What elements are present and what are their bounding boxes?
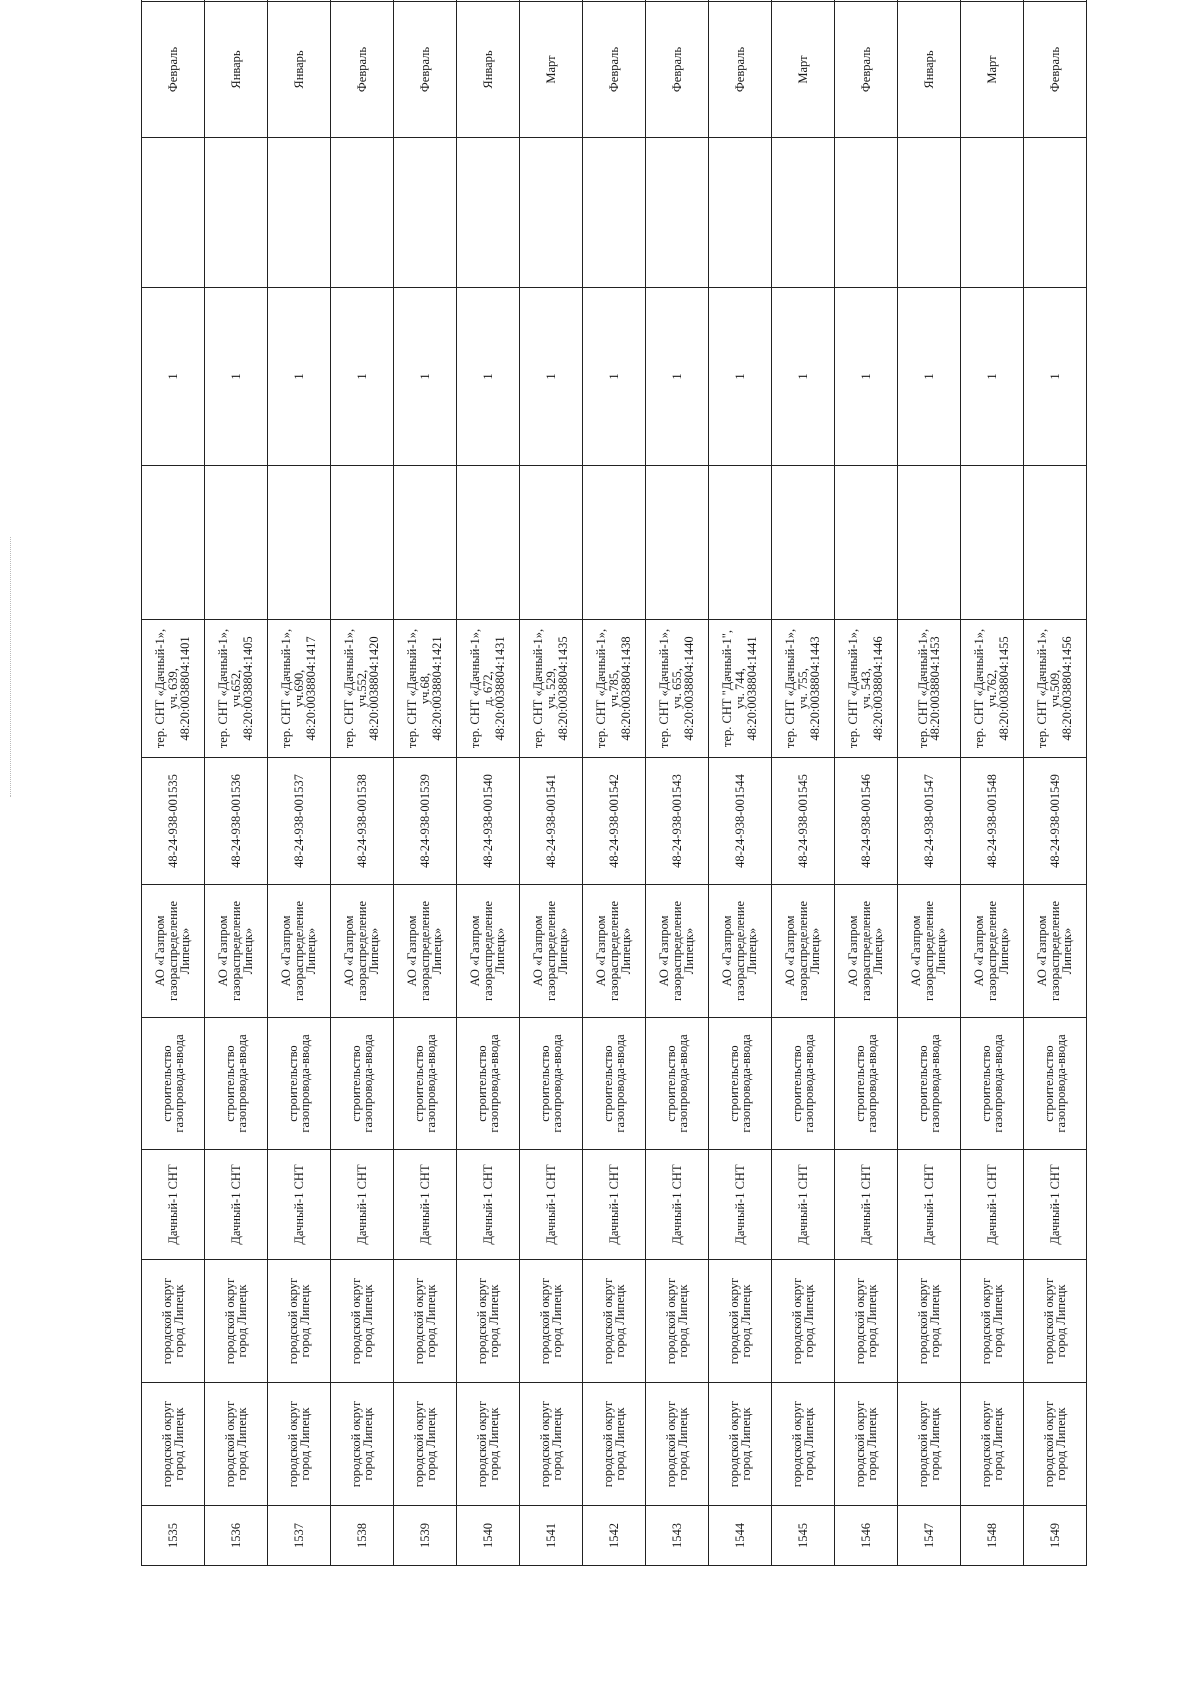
cell-object-name: Дачный-1 СНТ — [457, 1150, 520, 1260]
cell-organization: АО «Газпром газораспределение Липецк» — [520, 885, 583, 1018]
cell-object-code: 48-24-938-001545 — [772, 758, 835, 885]
cell-empty-1 — [583, 466, 646, 620]
cell-year — [394, 0, 457, 2]
cell-year — [268, 0, 331, 2]
cell-month: Февраль — [646, 2, 709, 138]
cell-row-number: 1537 — [268, 1506, 331, 1566]
cell-settlement: городской округ город Липецк — [205, 1260, 268, 1383]
cell-work-type: строительство газопровода-ввода — [205, 1018, 268, 1150]
cell-row-number: 1536 — [205, 1506, 268, 1566]
table-row — [394, 0, 457, 1566]
cell-work-type: строительство газопровода-ввода — [835, 1018, 898, 1150]
cell-month: Февраль — [583, 2, 646, 138]
cell-work-type: строительство газопровода-ввода — [1024, 1018, 1087, 1150]
cell-municipal-district: городской округ город Липецк — [268, 1383, 331, 1506]
cell-quantity: 1 — [1024, 288, 1087, 466]
cell-empty-2 — [772, 138, 835, 288]
cell-empty-2 — [394, 138, 457, 288]
cell-object-name: Дачный-1 СНТ — [772, 1150, 835, 1260]
cell-object-name: Дачный-1 СНТ — [961, 1150, 1024, 1260]
cell-empty-2 — [898, 138, 961, 288]
cell-month: Февраль — [331, 2, 394, 138]
cell-settlement: городской округ город Липецк — [331, 1260, 394, 1383]
cell-address-cadastral: тер. СНТ «Дачный-1», уч.690, 48:20:0038804:1417 — [268, 620, 331, 758]
cell-empty-2 — [268, 138, 331, 288]
cell-work-type: строительство газопровода-ввода — [394, 1018, 457, 1150]
cell-object-name: Дачный-1 СНТ — [835, 1150, 898, 1260]
cell-empty-1 — [709, 466, 772, 620]
cell-settlement: городской округ город Липецк — [772, 1260, 835, 1383]
cell-row-number: 1549 — [1024, 1506, 1087, 1566]
cell-settlement: городской округ город Липецк — [646, 1260, 709, 1383]
table-row — [835, 0, 898, 1566]
cell-empty-2 — [709, 138, 772, 288]
cell-address-cadastral: тер. СНТ «Дачный-1», уч. 543, 48:20:0038804:1446 — [835, 620, 898, 758]
cell-settlement: городской округ город Липецк — [1024, 1260, 1087, 1383]
cell-year — [835, 0, 898, 2]
cell-row-number: 1542 — [583, 1506, 646, 1566]
cell-object-code: 48-24-938-001541 — [520, 758, 583, 885]
cell-empty-1 — [142, 466, 205, 620]
table-row — [205, 0, 268, 1566]
cell-row-number: 1544 — [709, 1506, 772, 1566]
cell-work-type: строительство газопровода-ввода — [961, 1018, 1024, 1150]
cell-quantity: 1 — [709, 288, 772, 466]
cell-row-number: 1535 — [142, 1506, 205, 1566]
cell-quantity: 1 — [772, 288, 835, 466]
cell-municipal-district: городской округ город Липецк — [331, 1383, 394, 1506]
cell-object-name: Дачный-1 СНТ — [394, 1150, 457, 1260]
cell-quantity: 1 — [205, 288, 268, 466]
cell-year — [457, 0, 520, 2]
cell-address-cadastral: тер. СНТ «Дачный-1», уч. 639, 48:20:0038804:1401 — [142, 620, 205, 758]
cell-quantity: 1 — [457, 288, 520, 466]
cell-object-code: 48-24-938-001538 — [331, 758, 394, 885]
cell-empty-2 — [520, 138, 583, 288]
cell-work-type: строительство газопровода-ввода — [142, 1018, 205, 1150]
cell-empty-1 — [520, 466, 583, 620]
cell-object-name: Дачный-1 СНТ — [1024, 1150, 1087, 1260]
cell-empty-2 — [835, 138, 898, 288]
cell-work-type: строительство газопровода-ввода — [646, 1018, 709, 1150]
table-row — [583, 0, 646, 1566]
cell-address-cadastral: тер. СНТ «Дачный-1», уч.785, 48:20:0038804:1438 — [583, 620, 646, 758]
cell-empty-1 — [205, 466, 268, 620]
cell-municipal-district: городской округ город Липецк — [1024, 1383, 1087, 1506]
cell-address-cadastral: тер. СНТ «Дачный-1», уч.762, 48:20:0038804:1455 — [961, 620, 1024, 758]
cell-municipal-district: городской округ город Липецк — [457, 1383, 520, 1506]
cell-year — [583, 0, 646, 2]
cell-municipal-district: городской округ город Липецк — [646, 1383, 709, 1506]
table-row — [961, 0, 1024, 1566]
table-row — [1024, 0, 1087, 1566]
cell-object-code: 48-24-938-001542 — [583, 758, 646, 885]
cell-month: Январь — [457, 2, 520, 138]
cell-object-code: 48-24-938-001536 — [205, 758, 268, 885]
cell-row-number: 1546 — [835, 1506, 898, 1566]
cell-empty-2 — [331, 138, 394, 288]
cell-organization: АО «Газпром газораспределение Липецк» — [583, 885, 646, 1018]
cell-settlement: городской округ город Липецк — [142, 1260, 205, 1383]
cell-quantity: 1 — [583, 288, 646, 466]
cell-year — [520, 0, 583, 2]
cell-organization: АО «Газпром газораспределение Липецк» — [646, 885, 709, 1018]
cell-empty-2 — [142, 138, 205, 288]
cell-work-type: строительство газопровода-ввода — [709, 1018, 772, 1150]
cell-year — [331, 0, 394, 2]
table-row — [142, 0, 205, 1566]
cell-municipal-district: городской округ город Липецк — [583, 1383, 646, 1506]
cell-empty-1 — [772, 466, 835, 620]
cell-object-code: 48-24-938-001544 — [709, 758, 772, 885]
cell-address-cadastral: тер. СНТ «Дачный-1», уч.68, 48:20:0038804:1421 — [394, 620, 457, 758]
table-row — [520, 0, 583, 1566]
cell-row-number: 1538 — [331, 1506, 394, 1566]
table-row — [772, 0, 835, 1566]
cell-quantity: 1 — [646, 288, 709, 466]
cell-settlement: городской округ город Липецк — [835, 1260, 898, 1383]
cell-organization: АО «Газпром газораспределение Липецк» — [772, 885, 835, 1018]
cell-month: Март — [961, 2, 1024, 138]
table-row — [268, 0, 331, 1566]
cell-year — [205, 0, 268, 2]
cell-empty-1 — [835, 466, 898, 620]
cell-settlement: городской округ город Липецк — [457, 1260, 520, 1383]
gasification-schedule-table — [141, 0, 1087, 1566]
cell-organization: АО «Газпром газораспределение Липецк» — [205, 885, 268, 1018]
cell-work-type: строительство газопровода-ввода — [772, 1018, 835, 1150]
cell-quantity: 1 — [142, 288, 205, 466]
cell-empty-2 — [961, 138, 1024, 288]
cell-municipal-district: городской округ город Липецк — [394, 1383, 457, 1506]
cell-organization: АО «Газпром газораспределение Липецк» — [835, 885, 898, 1018]
cell-empty-1 — [394, 466, 457, 620]
cell-work-type: строительство газопровода-ввода — [583, 1018, 646, 1150]
cell-empty-2 — [457, 138, 520, 288]
cell-organization: АО «Газпром газораспределение Липецк» — [331, 885, 394, 1018]
cell-settlement: городской округ город Липецк — [961, 1260, 1024, 1383]
cell-municipal-district: городской округ город Липецк — [898, 1383, 961, 1506]
cell-object-code: 48-24-938-001540 — [457, 758, 520, 885]
cell-object-name: Дачный-1 СНТ — [583, 1150, 646, 1260]
cell-month: Февраль — [835, 2, 898, 138]
table-body — [142, 0, 1087, 1566]
cell-work-type: строительство газопровода-ввода — [520, 1018, 583, 1150]
table-row — [898, 0, 961, 1566]
cell-settlement: городской округ город Липецк — [709, 1260, 772, 1383]
table-row — [646, 0, 709, 1566]
cell-empty-1 — [646, 466, 709, 620]
cell-work-type: строительство газопровода-ввода — [331, 1018, 394, 1150]
cell-quantity: 1 — [835, 288, 898, 466]
cell-quantity: 1 — [961, 288, 1024, 466]
cell-object-name: Дачный-1 СНТ — [646, 1150, 709, 1260]
cell-quantity: 1 — [898, 288, 961, 466]
cell-object-code: 48-24-938-001535 — [142, 758, 205, 885]
cell-address-cadastral: тер. СНТ «Дачный-1», уч. 529, 48:20:0038804:1435 — [520, 620, 583, 758]
cell-organization: АО «Газпром газораспределение Липецк» — [142, 885, 205, 1018]
cell-month: Январь — [898, 2, 961, 138]
cell-settlement: городской округ город Липецк — [268, 1260, 331, 1383]
cell-row-number: 1543 — [646, 1506, 709, 1566]
table-row — [709, 0, 772, 1566]
cell-object-name: Дачный-1 СНТ — [709, 1150, 772, 1260]
cell-empty-2 — [646, 138, 709, 288]
cell-work-type: строительство газопровода-ввода — [457, 1018, 520, 1150]
cell-organization: АО «Газпром газораспределение Липецк» — [394, 885, 457, 1018]
cell-address-cadastral: тер. СНТ «Дачный-1», уч.652, 48:20:0038804:1405 — [205, 620, 268, 758]
cell-quantity: 1 — [331, 288, 394, 466]
cell-object-name: Дачный-1 СНТ — [268, 1150, 331, 1260]
cell-object-code: 48-24-938-001546 — [835, 758, 898, 885]
cell-municipal-district: городской округ город Липецк — [142, 1383, 205, 1506]
cell-month: Февраль — [709, 2, 772, 138]
cell-organization: АО «Газпром газораспределение Липецк» — [268, 885, 331, 1018]
cell-row-number: 1540 — [457, 1506, 520, 1566]
cell-work-type: строительство газопровода-ввода — [268, 1018, 331, 1150]
cell-municipal-district: городской округ город Липецк — [961, 1383, 1024, 1506]
cell-address-cadastral: тер. СНТ "Дачный-1", уч. 744, 48:20:0038804:1441 — [709, 620, 772, 758]
cell-year — [1024, 0, 1087, 2]
cell-object-code: 48-24-938-001548 — [961, 758, 1024, 885]
cell-address-cadastral: тер. СНТ «Дачный-1», уч.552, 48:20:0038804:1420 — [331, 620, 394, 758]
cell-year — [898, 0, 961, 2]
scan-artifact — [10, 537, 12, 797]
cell-month: Январь — [268, 2, 331, 138]
cell-object-code: 48-24-938-001537 — [268, 758, 331, 885]
cell-object-name: Дачный-1 СНТ — [142, 1150, 205, 1260]
cell-empty-1 — [268, 466, 331, 620]
cell-object-name: Дачный-1 СНТ — [520, 1150, 583, 1260]
cell-address-cadastral: тер. СНТ «Дачный-1», уч. 655, 48:20:0038804:1440 — [646, 620, 709, 758]
cell-year — [709, 0, 772, 2]
cell-month: Март — [772, 2, 835, 138]
cell-year — [772, 0, 835, 2]
cell-year — [961, 0, 1024, 2]
cell-organization: АО «Газпром газораспределение Липецк» — [898, 885, 961, 1018]
cell-empty-1 — [961, 466, 1024, 620]
cell-empty-1 — [1024, 466, 1087, 620]
cell-object-name: Дачный-1 СНТ — [898, 1150, 961, 1260]
cell-settlement: городской округ город Липецк — [898, 1260, 961, 1383]
cell-month: Март — [520, 2, 583, 138]
cell-settlement: городской округ город Липецк — [520, 1260, 583, 1383]
cell-address-cadastral: тер. СНТ «Дачный-1», уч.509, 48:20:0038804:1456 — [1024, 620, 1087, 758]
cell-municipal-district: городской округ город Липецк — [835, 1383, 898, 1506]
cell-address-cadastral: тер. СНТ «Дачный-1», 48:20:0038804:1453 — [898, 620, 961, 758]
cell-empty-1 — [331, 466, 394, 620]
cell-quantity: 1 — [394, 288, 457, 466]
cell-organization: АО «Газпром газораспределение Липецк» — [709, 885, 772, 1018]
cell-month: Январь — [205, 2, 268, 138]
cell-empty-2 — [205, 138, 268, 288]
cell-object-name: Дачный-1 СНТ — [331, 1150, 394, 1260]
cell-municipal-district: городской округ город Липецк — [709, 1383, 772, 1506]
table-row — [331, 0, 394, 1566]
cell-quantity: 1 — [268, 288, 331, 466]
cell-settlement: городской округ город Липецк — [394, 1260, 457, 1383]
cell-row-number: 1539 — [394, 1506, 457, 1566]
cell-empty-1 — [457, 466, 520, 620]
cell-municipal-district: городской округ город Липецк — [205, 1383, 268, 1506]
cell-address-cadastral: тер. СНТ «Дачный-1», д. 672, 48:20:0038804:1431 — [457, 620, 520, 758]
cell-organization: АО «Газпром газораспределение Липецк» — [457, 885, 520, 1018]
cell-row-number: 1548 — [961, 1506, 1024, 1566]
cell-month: Февраль — [142, 2, 205, 138]
cell-empty-2 — [583, 138, 646, 288]
cell-settlement: городской округ город Липецк — [583, 1260, 646, 1383]
cell-year — [646, 0, 709, 2]
cell-municipal-district: городской округ город Липецк — [772, 1383, 835, 1506]
cell-organization: АО «Газпром газораспределение Липецк» — [1024, 885, 1087, 1018]
cell-month: Февраль — [394, 2, 457, 138]
cell-municipal-district: городской округ город Липецк — [520, 1383, 583, 1506]
cell-object-code: 48-24-938-001549 — [1024, 758, 1087, 885]
cell-object-name: Дачный-1 СНТ — [205, 1150, 268, 1260]
cell-empty-1 — [898, 466, 961, 620]
cell-row-number: 1541 — [520, 1506, 583, 1566]
cell-year — [142, 0, 205, 2]
cell-quantity: 1 — [520, 288, 583, 466]
cell-object-code: 48-24-938-001547 — [898, 758, 961, 885]
cell-month: Февраль — [1024, 2, 1087, 138]
cell-work-type: строительство газопровода-ввода — [898, 1018, 961, 1150]
cell-object-code: 48-24-938-001543 — [646, 758, 709, 885]
cell-address-cadastral: тер. СНТ «Дачный-1», уч. 755, 48:20:0038804:1443 — [772, 620, 835, 758]
table-row — [457, 0, 520, 1566]
cell-row-number: 1547 — [898, 1506, 961, 1566]
cell-organization: АО «Газпром газораспределение Липецк» — [961, 885, 1024, 1018]
cell-row-number: 1545 — [772, 1506, 835, 1566]
cell-empty-2 — [1024, 138, 1087, 288]
cell-object-code: 48-24-938-001539 — [394, 758, 457, 885]
